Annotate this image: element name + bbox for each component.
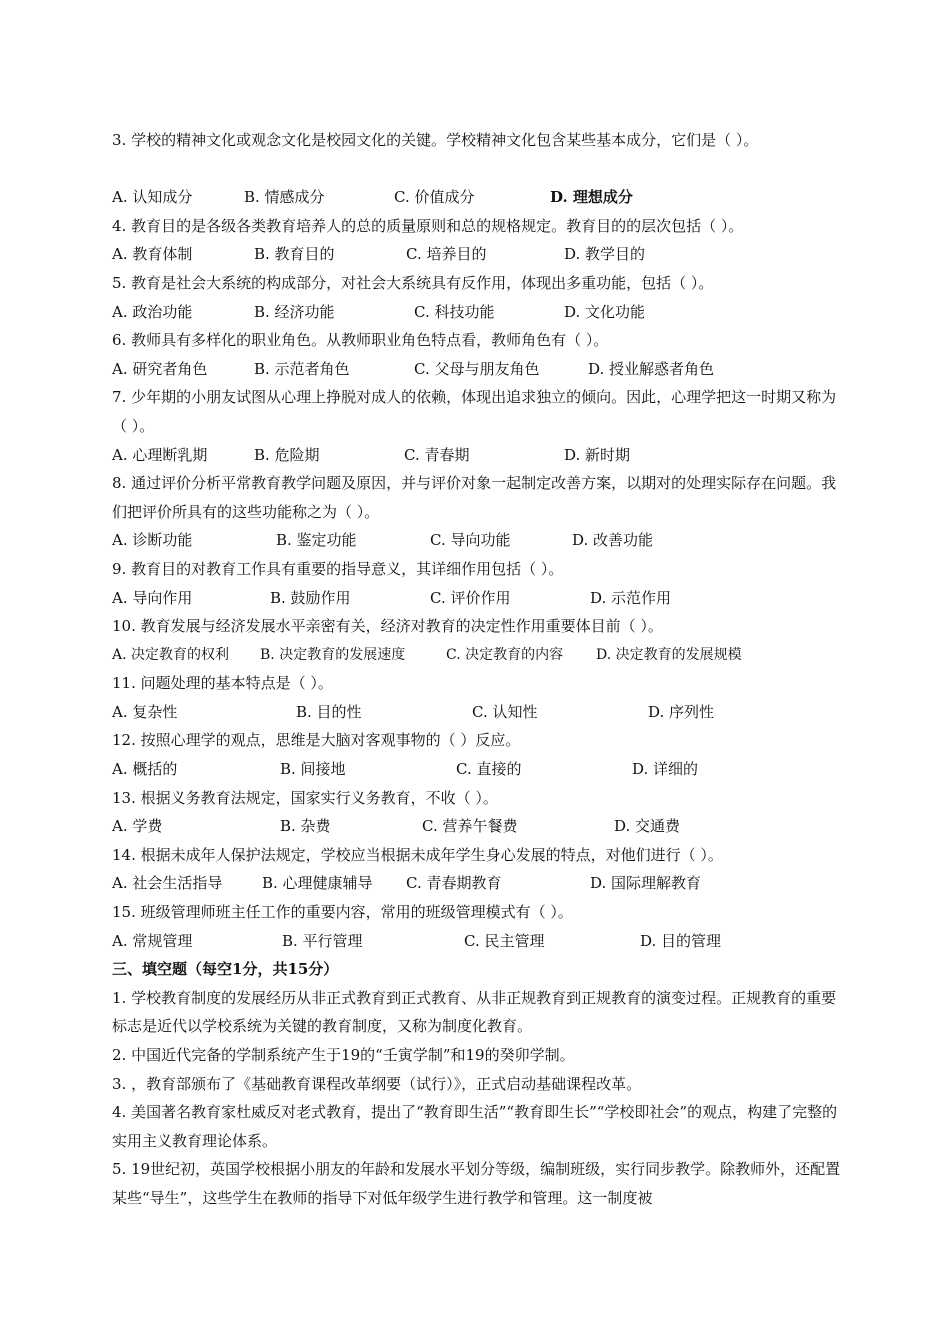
option-a: A. 决定教育的权利 [112, 646, 230, 663]
option-a: A. 概括的 [112, 760, 178, 779]
option-c: C. 营养午餐费 [422, 817, 518, 836]
option-d: D. 授业解惑者角色 [588, 359, 715, 378]
option-b: B. 杂费 [280, 817, 331, 836]
option-a: A. 研究者角色 [112, 359, 208, 378]
option-c: C. 科技功能 [414, 302, 495, 321]
option-d: D. 序列性 [648, 702, 715, 721]
option-a: A. 认知成分 [112, 188, 193, 207]
option-a: A. 导向作用 [112, 588, 193, 607]
option-a: A. 学费 [112, 817, 163, 836]
option-b: B. 危险期 [254, 445, 320, 464]
option-c: C. 青春期 [404, 445, 470, 464]
option-c: C. 认知性 [472, 702, 538, 721]
question-5-options [112, 298, 842, 327]
question-9-stem: 9. 教育目的对教育工作具有重要的指导意义，其详细作用包括（ ）。 [112, 559, 564, 578]
option-b: B. 平行管理 [282, 931, 363, 950]
option-a: A. 社会生活指导 [112, 874, 223, 893]
option-c: C. 决定教育的内容 [446, 646, 564, 663]
option-b: B. 间接地 [280, 760, 346, 779]
option-d: D. 国际理解教育 [590, 874, 702, 893]
question-11-stem: 11. 问题处理的基本特点是（ ）。 [112, 674, 333, 693]
page-content [112, 126, 842, 1213]
option-c: C. 评价作用 [430, 588, 511, 607]
question-9-options [112, 584, 842, 613]
option-b: B. 情感成分 [244, 188, 325, 207]
option-d: D. 文化功能 [564, 302, 646, 321]
option-d: D. 教学目的 [564, 245, 646, 264]
option-d: D. 目的管理 [640, 931, 722, 950]
question-14-stem: 14. 根据未成年人保护法规定，学校应当根据未成年学生身心发展的特点，对他们进行（ ）。 [112, 845, 723, 864]
option-b: B. 经济功能 [254, 302, 335, 321]
option-d: D. 新时期 [564, 445, 631, 464]
question-15-stem: 15. 班级管理师班主任工作的重要内容，常用的班级管理模式有（ ）。 [112, 903, 573, 922]
question-12-options [112, 755, 842, 784]
option-d: D. 决定教育的发展规模 [596, 646, 742, 663]
option-d: D. 改善功能 [572, 531, 654, 550]
option-a: A. 复杂性 [112, 702, 178, 721]
option-b: B. 鉴定功能 [276, 531, 357, 550]
question-3-stem: 3. 学校的精神文化或观念文化是校园文化的关键。学校精神文化包含某些基本成分，它们是（ ）。 [112, 131, 759, 149]
fill-blank-2: 2. 中国近代完备的学制系统产生于19的“壬寅学制”和19的癸卯学制。 [112, 1046, 575, 1064]
fill-blank-1: 1. 学校教育制度的发展经历从非正式教育到正式教育、从非正规教育到正规教育的演变过程。正规教育的重要标志是近代以学校系统为关键的教育制度，又称为制度化教育。 [112, 988, 837, 1036]
question-11-options [112, 698, 842, 727]
option-a: A. 诊断功能 [112, 531, 193, 550]
option-b: B. 心理健康辅导 [262, 874, 373, 893]
section-3-title: 三、填空题（每空1分，共15分） [112, 960, 339, 979]
option-c: C. 民主管理 [464, 931, 545, 950]
option-c: C. 青春期教育 [406, 874, 502, 893]
option-d: D. 详细的 [632, 760, 699, 779]
option-b: B. 示范者角色 [254, 359, 350, 378]
option-b: B. 鼓励作用 [270, 588, 351, 607]
option-d: D. 示范作用 [590, 588, 672, 607]
question-10-stem: 10. 教育发展与经济发展水平亲密有关，经济对教育的决定性作用重要体目前（ ）。 [112, 617, 663, 636]
question-12-stem: 12. 按照心理学的观点，思维是大脑对客观事物的（ ）反应。 [112, 731, 521, 750]
question-3-options [112, 183, 842, 212]
fill-blank-5: 5. 19世纪初，英国学校根据小朋友的年龄和发展水平划分等级，编制班级，实行同步教学。除教师外，还配置某些“导生”，这些学生在教师的指导下对低年级学生进行教学和管理。这一制度被 [112, 1160, 841, 1207]
option-b: B. 目的性 [296, 702, 362, 721]
option-c: C. 培养目的 [406, 245, 487, 264]
fill-blank-3: 3. ，教育部颁布了《基础教育课程改革纲要（试行）》，正式启动基础课程改革。 [112, 1074, 642, 1093]
question-8-stem: 8. 通过评价分析平常教育教学问题及原因，并与评价对象一起制定改善方案，以期对的处理实际存在问题。我们把评价所具有的这些功能称之为（ ）。 [112, 474, 837, 521]
fill-blank-4: 4. 美国著名教育家杜威反对老式教育，提出了“教育即生活”“教育即生长”“学校即社会”的观点，构建了完整的实用主义教育理论体系。 [112, 1103, 838, 1150]
option-c: C. 父母与朋友角色 [414, 359, 540, 378]
question-13-options [112, 812, 842, 841]
question-14-options [112, 869, 842, 898]
question-4-stem: 4. 教育目的是各级各类教育培养人的总的质量原则和总的规格规定。教育目的的层次包括（ ）。 [112, 216, 744, 235]
question-7-stem: 7. 少年期的小朋友试图从心理上挣脱对成人的依赖，体现出追求独立的倾向。因此，心理学把这一时期又称为（ ）。 [112, 388, 837, 435]
question-7-options [112, 441, 842, 470]
option-b: B. 决定教育的发展速度 [260, 646, 406, 663]
question-4-options [112, 240, 842, 269]
option-a: A. 心理断乳期 [112, 445, 208, 464]
question-8-options [112, 526, 842, 555]
question-6-options [112, 355, 842, 384]
question-5-stem: 5. 教育是社会大系统的构成部分，对社会大系统具有反作用，体现出多重功能，包括（ ）。 [112, 273, 714, 292]
option-c: C. 导向功能 [430, 531, 511, 550]
question-6-stem: 6. 教师具有多样化的职业角色。从教师职业角色特点看，教师角色有（ ）。 [112, 331, 609, 350]
option-a: A. 政治功能 [112, 302, 193, 321]
question-13-stem: 13. 根据义务教育法规定，国家实行义务教育，不收（ ）。 [112, 788, 498, 807]
option-d: D. 交通费 [614, 817, 681, 836]
option-c: C. 价值成分 [394, 188, 475, 207]
option-d: D. 理想成分 [550, 188, 633, 207]
option-c: C. 直接的 [456, 760, 522, 779]
option-b: B. 教育目的 [254, 245, 335, 264]
option-a: A. 常规管理 [112, 931, 193, 950]
option-a: A. 教育体制 [112, 245, 193, 264]
question-15-options [112, 927, 842, 956]
question-10-options [112, 641, 842, 670]
